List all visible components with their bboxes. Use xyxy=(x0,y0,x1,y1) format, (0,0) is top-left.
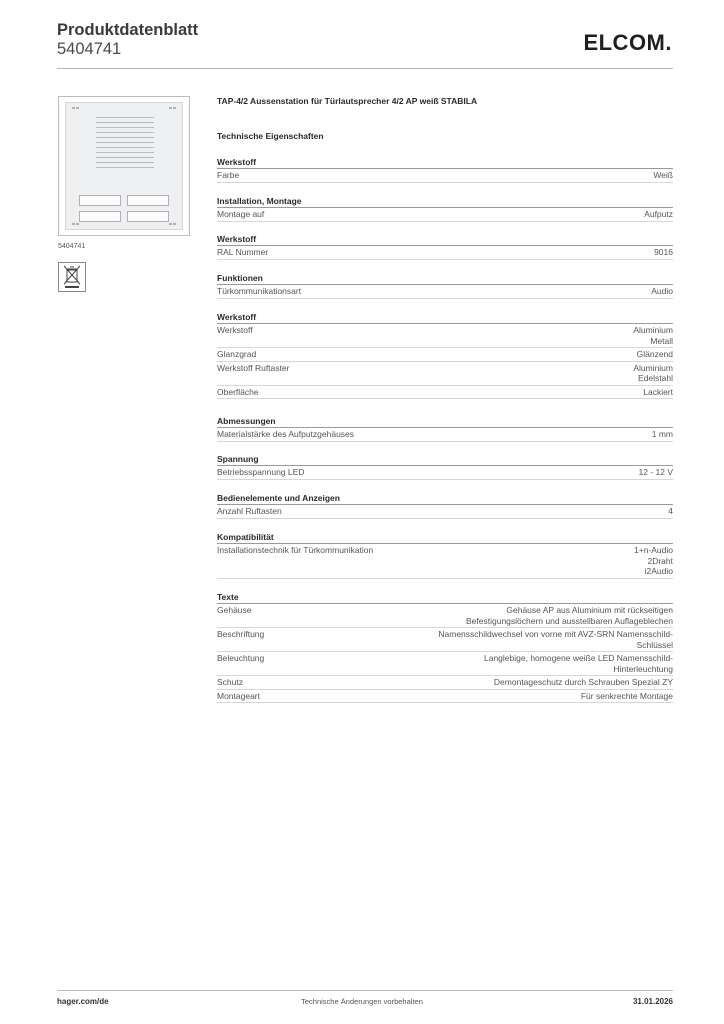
spec-label: Beleuchtung xyxy=(217,653,265,663)
screw-mark xyxy=(72,107,75,109)
spec-value: Aluminium Edelstahl xyxy=(633,362,673,383)
spec-row xyxy=(217,505,673,519)
group-heading: Abmessungen xyxy=(217,415,673,428)
document-title: Produktdatenblatt xyxy=(57,21,199,39)
spec-group xyxy=(217,233,673,260)
spec-label: Materialstärke des Aufputzgehäuses xyxy=(217,429,355,439)
spec-row xyxy=(217,208,673,222)
document-number: 5404741 xyxy=(57,40,122,58)
group-heading: Kompatibilität xyxy=(217,531,673,544)
spec-value: Audio xyxy=(651,286,673,296)
spec-value: Aufputz xyxy=(644,209,673,219)
group-heading: Texte xyxy=(217,591,673,604)
spec-label: Anzahl Ruftasten xyxy=(217,506,282,516)
spec-row xyxy=(217,285,673,299)
spec-label: Werkstoff Ruftaster xyxy=(217,362,290,373)
image-caption: 5404741 xyxy=(58,243,86,250)
spec-label: Montage auf xyxy=(217,209,265,219)
spec-label: Schutz xyxy=(217,677,243,687)
group-heading: Funktionen xyxy=(217,272,673,285)
spec-group xyxy=(217,531,673,579)
spec-label: Montageart xyxy=(217,690,260,701)
spec-row xyxy=(217,544,673,579)
weee-crossed-bin-icon xyxy=(58,262,86,292)
spec-row xyxy=(217,690,673,704)
screw-mark xyxy=(76,107,79,109)
spec-value: Namensschildwechsel von vorne mit AVZ-SRN Namensschild- Schlüssel xyxy=(438,629,673,650)
spec-row xyxy=(217,362,673,386)
spec-value: Weiß xyxy=(653,170,673,180)
spec-group xyxy=(217,453,673,480)
spec-group xyxy=(217,492,673,519)
spec-label: Betriebsspannung LED xyxy=(217,467,305,477)
spec-value: 4 xyxy=(668,506,673,516)
spec-row xyxy=(217,676,673,690)
spec-row xyxy=(217,652,673,676)
spec-label: Installationstechnik für Türkommunikation xyxy=(217,545,374,555)
screw-mark xyxy=(169,107,172,109)
spec-row xyxy=(217,604,673,628)
spec-group xyxy=(217,156,673,183)
spec-row xyxy=(217,386,673,400)
spec-value: Langlebige, homogene weiße LED Namensschild- Hinterleuchtung xyxy=(484,653,673,674)
spec-row xyxy=(217,246,673,260)
screw-mark xyxy=(76,223,79,225)
footer-disclaimer: Technische Änderungen vorbehalten xyxy=(301,997,423,1006)
group-heading: Werkstoff xyxy=(217,233,673,246)
spec-group xyxy=(217,272,673,299)
spec-group xyxy=(217,591,673,703)
door-station-panel xyxy=(65,102,183,230)
product-title: TAP-4/2 Aussenstation für Türlautsprecher 4/2 AP weiß STABILA xyxy=(217,96,478,106)
name-plate xyxy=(127,195,169,206)
spec-row xyxy=(217,348,673,362)
spec-row xyxy=(217,324,673,348)
spec-value: 12 - 12 V xyxy=(638,467,673,477)
spec-group xyxy=(217,311,673,399)
spec-group xyxy=(217,195,673,222)
section-heading: Technische Eigenschaften xyxy=(217,131,324,141)
spec-row xyxy=(217,169,673,183)
spec-label: RAL Nummer xyxy=(217,247,269,257)
footer-divider xyxy=(57,990,673,991)
name-plate xyxy=(127,211,169,222)
group-heading: Werkstoff xyxy=(217,156,673,169)
page-header xyxy=(57,20,673,68)
group-heading: Bedienelemente und Anzeigen xyxy=(217,492,673,505)
brand-logo: ELCOM. xyxy=(583,30,672,55)
spec-value: Gehäuse AP aus Aluminium mit rückseitigen Befestigungslöchern und ausstellbaren Auflageblechen xyxy=(466,605,673,626)
screw-mark xyxy=(169,223,172,225)
spec-value: Aluminium Metall xyxy=(633,325,673,346)
spec-value: Lackiert xyxy=(643,386,673,397)
spec-row xyxy=(217,466,673,480)
spec-value: Glänzend xyxy=(636,349,673,359)
spec-label: Glanzgrad xyxy=(217,349,257,359)
spec-group xyxy=(217,415,673,442)
group-heading: Installation, Montage xyxy=(217,195,673,208)
footer-website[interactable]: hager.com/de xyxy=(57,997,109,1006)
spec-row xyxy=(217,428,673,442)
screw-mark xyxy=(72,223,75,225)
product-image xyxy=(58,96,190,236)
spec-value: 1 mm xyxy=(651,429,673,439)
spec-value: 9016 xyxy=(654,247,673,257)
spec-label: Gehäuse xyxy=(217,605,252,615)
group-heading: Spannung xyxy=(217,453,673,466)
spec-label: Werkstoff xyxy=(217,325,253,335)
spec-value: Für senkrechte Montage xyxy=(580,690,673,701)
speaker-grill xyxy=(96,117,154,169)
footer-date: 31.01.2026 xyxy=(632,997,673,1006)
name-plate xyxy=(79,211,121,222)
spec-row xyxy=(217,628,673,652)
screw-mark xyxy=(173,223,176,225)
spec-label: Türkommunikationsart xyxy=(217,286,302,296)
screw-mark xyxy=(173,107,176,109)
header-divider xyxy=(57,68,673,69)
spec-value: Demontageschutz durch Schrauben Spezial ZY xyxy=(493,677,673,687)
spec-label: Farbe xyxy=(217,170,240,180)
name-plate xyxy=(79,195,121,206)
spec-value: 1+n-Audio 2Draht i2Audio xyxy=(634,545,673,576)
spec-label: Beschriftung xyxy=(217,629,265,639)
spec-label: Oberfläche xyxy=(217,386,259,397)
group-heading: Werkstoff xyxy=(217,311,673,324)
